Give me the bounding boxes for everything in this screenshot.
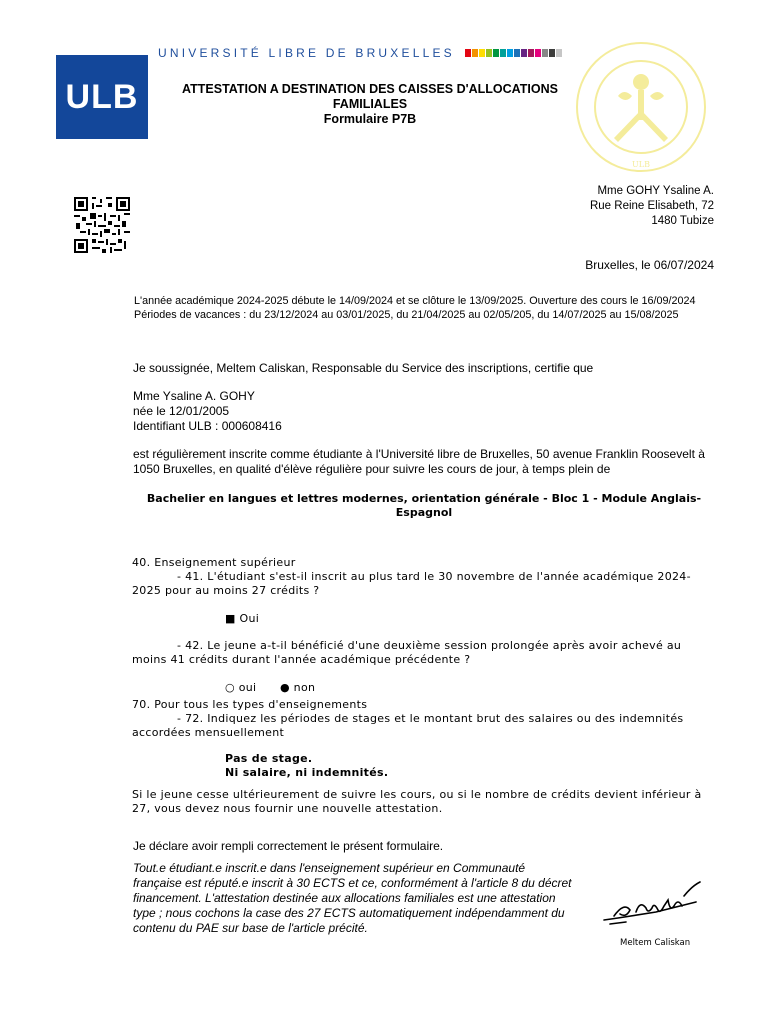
university-wordmark: UNIVERSITÉ LIBRE DE BRUXELLES — [158, 46, 455, 60]
section-70-heading: 70. Pour tous les types d'enseignements — [132, 698, 368, 711]
recipient-city: 1480 Tubize — [651, 215, 714, 227]
question-42 — [132, 639, 718, 667]
section-40-heading: 40. Enseignement supérieur — [132, 556, 296, 569]
section-40 — [132, 556, 718, 695]
footnote-text: Tout.e étudiant.e inscrit.e dans l'enseignement supérieur en Communauté française est réputé.e inscrit à 30 ECTS et ce, conformément à l'article 8 du décret financement. L'attestation destinée aux allocations familiales est une attestation type ; nous cochons la case des 27 ECTS automatiquement indépendamment du contenu du PAE sur base de l'article précité. — [133, 861, 572, 935]
answer-42 — [132, 681, 718, 695]
qr-code-icon — [74, 197, 130, 253]
vacation-periods: Périodes de vacances : du 23/12/2024 au 03/01/2025, du 21/04/2025 au 02/05/205, du 14/07/2025 au 15/08/2025 — [134, 308, 679, 321]
notice-text: Si le jeune cesse ultérieurement de suivre les cours, ou si le nombre de crédits devient inférieur à 27, vous devez nous fournir une nouvelle attestation. — [132, 788, 702, 815]
question-42-text: - 42. Le jeune a-t-il bénéficié d'une deuxième session prolongée après avoir achevé au moins 41 crédits durant l'année académique précédente ? — [132, 639, 682, 666]
answer-72-stage: Pas de stage. — [225, 752, 313, 765]
document-title — [170, 82, 570, 127]
academic-year-info — [134, 295, 704, 322]
recipient-street: Rue Reine Elisabeth, 72 — [589, 200, 714, 212]
answer-41 — [132, 612, 718, 626]
student-birthdate: née le 12/01/2005 — [133, 404, 230, 418]
svg-text:ULB: ULB — [632, 160, 650, 169]
answer-41-label: Oui — [239, 612, 260, 625]
question-41-text: - 41. L'étudiant s'est-il inscrit au plus tard le 30 novembre de l'année académique 2024-2025 pour au moins 27 crédits ? — [132, 570, 691, 597]
title-form: Formulaire P7B — [323, 112, 417, 126]
question-72-text: - 72. Indiquez les périodes de stages et le montant brut des salaires ou des indemnités accordées mensuellement — [132, 712, 684, 739]
student-identity — [133, 389, 282, 434]
answer-42-oui-label: oui — [238, 681, 257, 694]
university-seal-icon — [574, 40, 708, 174]
selected-circle-icon: ● — [279, 681, 290, 694]
student-name: Mme Ysaline A. GOHY — [133, 389, 255, 403]
signatory-name: Meltem Caliskan — [620, 938, 691, 948]
title-main: ATTESTATION A DESTINATION DES CAISSES D'ALLOCATIONS FAMILIALES — [182, 82, 558, 111]
answer-42-non-label: non — [293, 681, 316, 694]
question-41 — [132, 570, 718, 598]
signature-icon — [596, 872, 706, 932]
ulb-logo: ULB — [56, 55, 148, 139]
checked-square-icon: ■ — [225, 612, 236, 625]
answer-72 — [132, 752, 718, 780]
academic-year-dates: L'année académique 2024-2025 débute le 14/09/2024 et se clôture le 13/09/2025. Ouverture des cours le 16/09/2024 — [134, 295, 696, 307]
certifier-statement: Je soussignée, Meltem Caliskan, Responsable du Service des inscriptions, certifie que — [133, 361, 594, 375]
unselected-circle-icon: ○ — [225, 681, 235, 694]
color-strip — [465, 49, 563, 57]
enrollment-statement: est régulièrement inscrite comme étudiante à l'Université libre de Bruxelles, 50 avenue Franklin Roosevelt à 1050 Bruxelles, en qualité d'élève régulière pour suivre les cours de jour, à temps plein de — [133, 447, 705, 476]
recipient-address — [520, 184, 714, 229]
student-id: Identifiant ULB : 000608416 — [133, 419, 282, 433]
section-70 — [132, 698, 718, 780]
document-date: Bruxelles, le 06/07/2024 — [585, 258, 714, 272]
recipient-name: Mme GOHY Ysaline A. — [597, 185, 714, 197]
program-title: Bachelier en langues et lettres modernes, orientation générale - Bloc 1 - Module Anglais-Espagnol — [146, 492, 702, 519]
question-72 — [132, 712, 718, 740]
answer-72-salary: Ni salaire, ni indemnités. — [225, 766, 389, 779]
declaration-text: Je déclare avoir rempli correctement le présent formulaire. — [133, 839, 444, 853]
